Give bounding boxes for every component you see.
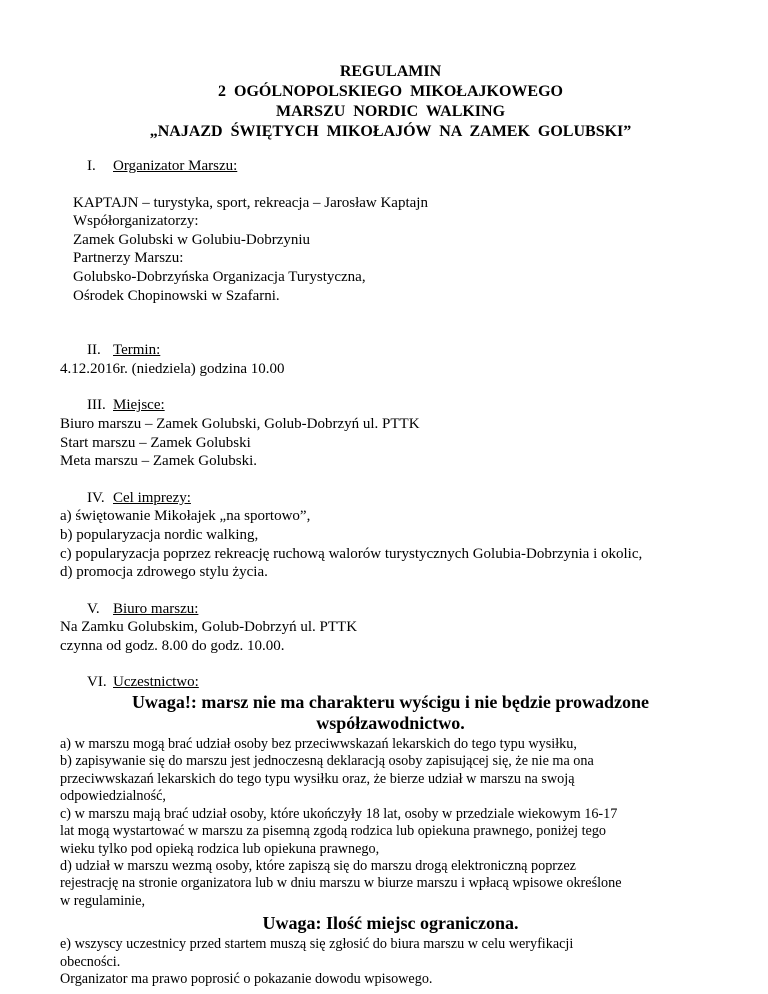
section-number: II. xyxy=(87,342,101,359)
text-line: Start marszu – Zamek Golubski xyxy=(60,434,251,451)
text-line: obecności. xyxy=(60,953,121,970)
section-heading-office xyxy=(73,600,708,619)
document-title xyxy=(73,62,708,142)
title-line-1: REGULAMIN xyxy=(339,63,442,80)
text-line: d) udział w marszu wezmą osoby, które zapiszą się do marszu drogą elektroniczną poprzez xyxy=(60,857,576,874)
text-line: rejestrację na stronie organizatora lub w dniu marszu w biurze marszu i wpłacą wpisowe określone xyxy=(60,875,622,892)
section-heading-organizer xyxy=(73,157,708,176)
goal-text xyxy=(60,507,708,581)
text-line: Na Zamku Golubskim, Golub-Dobrzyń ul. PTTK xyxy=(60,619,358,636)
text-line: e) wszyscy uczestnicy przed startem muszą się zgłosić do biura marszu w celu weryfikacji xyxy=(60,936,574,953)
office-text xyxy=(60,618,708,655)
text-line: a) w marszu mogą brać udział osoby bez przeciwwskazań lekarskich do tego typu wysiłku, xyxy=(60,736,577,753)
participation-rules xyxy=(60,736,708,910)
text-line: 4.12.2016r. (niedziela) godzina 10.00 xyxy=(60,360,285,377)
date-text xyxy=(60,360,708,379)
section-number: III. xyxy=(87,397,106,414)
text-line: czynna od godz. 8.00 do godz. 10.00. xyxy=(60,637,285,654)
text-line: Partnerzy Marszu: xyxy=(73,250,184,267)
text-line: b) popularyzacja nordic walking, xyxy=(60,526,259,543)
text-line: odpowiedzialność, xyxy=(60,788,166,805)
text-line: Organizator ma prawo poprosić o pokazanie dowodu wpisowego. xyxy=(60,970,433,987)
text-line: c) popularyzacja poprzez rekreację ruchową walorów turystycznych Golubia-Dobrzynia i okolic, xyxy=(60,545,643,562)
section-number: VI. xyxy=(87,674,107,691)
text-line: a) świętowanie Mikołajek „na sportowo”, xyxy=(60,508,311,525)
warning-not-a-race xyxy=(73,692,708,734)
section-heading-goal xyxy=(73,489,708,508)
text-line: Meta marszu – Zamek Golubski. xyxy=(60,453,258,470)
section-label: Organizator Marszu: xyxy=(113,158,238,174)
text-line: Współorganizatorzy: xyxy=(73,213,199,230)
warning-line: Uwaga: Ilość miejsc ograniczona. xyxy=(262,913,519,934)
text-line: wieku tylko pod opieką rodzica lub opiekuna prawnego, xyxy=(60,840,380,857)
participation-rules-e xyxy=(60,936,708,988)
section-heading-participation xyxy=(73,673,708,692)
text-line: Golubsko-Dobrzyńska Organizacja Turystyczna, xyxy=(73,268,366,285)
text-line: Ośrodek Chopinowski w Szafarni. xyxy=(73,287,280,304)
section-number: V. xyxy=(87,600,100,617)
text-line: Biuro marszu – Zamek Golubski, Golub-Dobrzyń ul. PTTK xyxy=(60,415,420,432)
text-line: w regulaminie, xyxy=(60,892,146,909)
warning-line: Uwaga!: marsz nie ma charakteru wyścigu i nie będzie prowadzone xyxy=(131,692,650,713)
section-label: Miejsce: xyxy=(113,397,165,414)
title-line-3: MARSZU NORDIC WALKING xyxy=(275,103,506,120)
place-text xyxy=(60,415,708,471)
text-line: przeciwwskazań lekarskich do tego typu wysiłku oraz, że bierze udział w marszu na swoją xyxy=(60,770,575,787)
text-line: Zamek Golubski w Golubiu-Dobrzyniu xyxy=(73,231,311,248)
section-number: IV. xyxy=(87,489,105,506)
section-number: I. xyxy=(87,158,96,174)
section-label: Termin: xyxy=(113,342,161,359)
warning-line: współzawodnictwo. xyxy=(316,713,465,734)
text-line: c) w marszu mają brać udział osoby, które ukończyły 18 lat, osoby w przedziale wiekowym 16-17 xyxy=(60,805,618,822)
section-label: Biuro marszu: xyxy=(113,600,199,617)
warning-limited-places xyxy=(73,913,708,934)
section-label: Uczestnictwo: xyxy=(113,674,199,691)
organizer-text xyxy=(73,194,708,306)
title-line-2: 2 OGÓLNOPOLSKIEGO MIKOŁAJKOWEGO xyxy=(218,83,563,100)
text-line: lat mogą wystartować w marszu za pisemną zgodą rodzica lub opiekuna prawnego, poniżej tego xyxy=(60,823,607,840)
section-heading-date xyxy=(73,341,708,360)
text-line: d) promocja zdrowego stylu życia. xyxy=(60,564,268,581)
section-label: Cel imprezy: xyxy=(113,489,191,506)
title-line-4: „NAJAZD ŚWIĘTYCH MIKOŁAJÓW NA ZAMEK GOLUBSKI” xyxy=(149,123,632,140)
section-heading-place xyxy=(73,396,708,415)
text-line: b) zapisywanie się do marszu jest jednoczesną deklaracją osoby zapisującej się, że nie ma ona xyxy=(60,753,594,770)
text-line: KAPTAJN – turystyka, sport, rekreacja – Jarosław Kaptajn xyxy=(73,194,428,211)
